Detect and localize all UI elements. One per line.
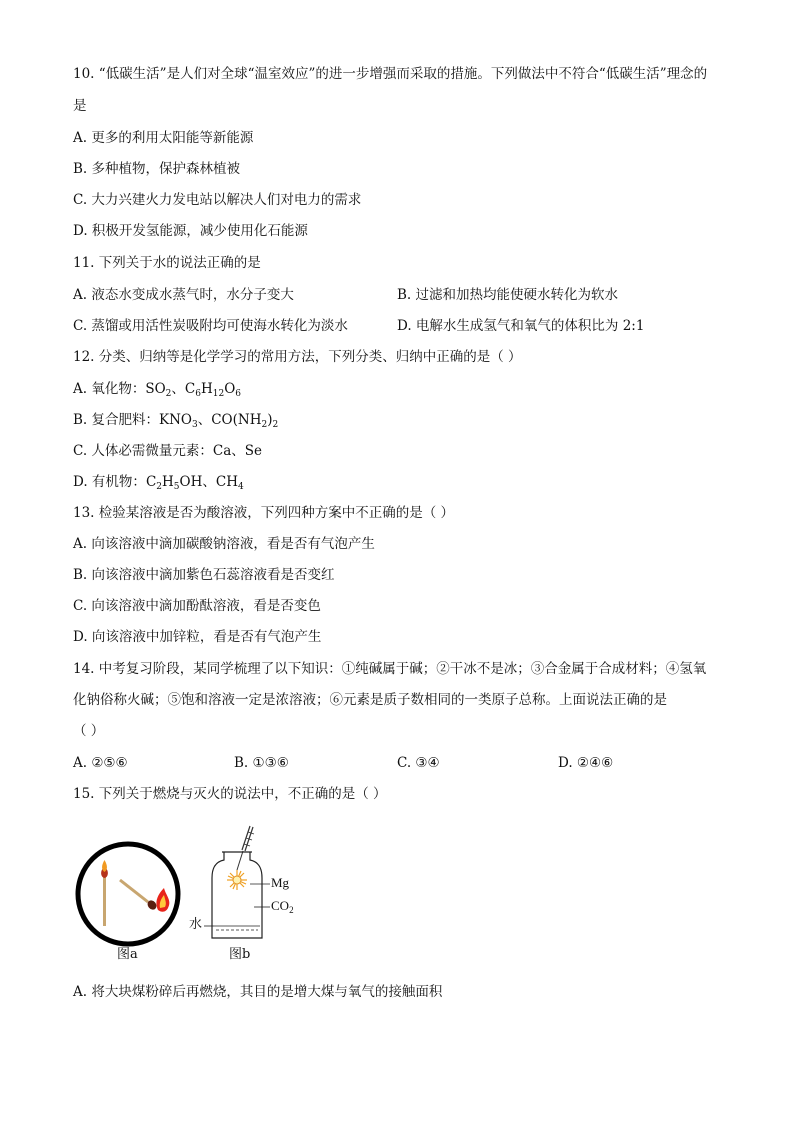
- q10-option-c: C. 大力兴建火力发电站以解决人们对电力的需求: [73, 192, 362, 208]
- q13-stem: 13. 检验某溶液是否为酸溶液，下列四种方案中不正确的是（ ）: [73, 505, 455, 521]
- q10-option-b: B. 多种植物，保护森林植被: [73, 161, 241, 177]
- mg-label: Mg: [271, 875, 290, 890]
- q14-option-a: A. ②⑤⑥: [73, 755, 128, 771]
- q12-stem: 12. 分类、归纳等是化学学习的常用方法，下列分类、归纳中正确的是（ ）: [73, 349, 522, 365]
- q10-option-a: A. 更多的利用太阳能等新能源: [73, 130, 254, 146]
- q11-option-b: B. 过滤和加热均能使硬水转化为软水: [397, 287, 619, 303]
- q14-option-b: B. ①③⑥: [234, 755, 289, 771]
- figure-a-label: 图a: [117, 947, 138, 962]
- q10-option-d: D. 积极开发氢能源，减少使用化石能源: [73, 223, 308, 239]
- q11-stem: 11. 下列关于水的说法正确的是: [73, 255, 261, 271]
- q12-option-c: C. 人体必需微量元素：Ca、Se: [73, 443, 263, 459]
- q14-option-d: D. ②④⑥: [558, 755, 614, 771]
- q15-stem: 15. 下列关于燃烧与灭火的说法中，不正确的是（ ）: [73, 786, 387, 802]
- q11-option-d: D. 电解水生成氢气和氧气的体积比为 2:1: [397, 318, 645, 334]
- q12-option-a: A. 氧化物：$SO_2$、$C_6H_{12}O_6$: [73, 381, 242, 399]
- q13-option-a: A. 向该溶液中滴加碳酸钠溶液，看是否有气泡产生: [73, 536, 375, 552]
- figure-a-matches: [72, 838, 184, 948]
- q10-stem-line1: 10. “低碳生活”是人们对全球“温室效应”的进一步增强而采取的措施。下列做法中不符合“低碳生活”理念的: [73, 66, 708, 82]
- q10-stem-line2: 是: [73, 98, 87, 114]
- q12-option-b: B. 复合肥料：$KNO_3$、$CO(NH_2)_2$: [73, 412, 279, 430]
- q13-option-d: D. 向该溶液中加锌粒，看是否有气泡产生: [73, 629, 322, 645]
- figure-b-mg-co2-bottle: [204, 822, 270, 946]
- q14-stem-line2: 化钠俗称火碱；⑤饱和溶液一定是浓溶液；⑥元素是质子数相同的一类原子总称。上面说法正确的是: [73, 692, 667, 708]
- q11-option-c: C. 蒸馏或用活性炭吸附均可使海水转化为淡水: [73, 318, 348, 334]
- q12-option-d: D. 有机物：$C_2H_5OH$、$CH_4$: [73, 474, 244, 492]
- q13-option-c: C. 向该溶液中滴加酚酞溶液，看是否变色: [73, 598, 321, 614]
- q14-stem-line1: 14. 中考复习阶段，某同学梳理了以下知识：①纯碱属于碱；②干冰不是冰；③合金属于合成材料；④氢氧: [73, 661, 707, 677]
- figure-b-label: 图b: [229, 947, 251, 962]
- q14-option-c: C. ③④: [397, 755, 440, 771]
- q13-option-b: B. 向该溶液中滴加紫色石蕊溶液看是否变红: [73, 567, 335, 583]
- q15-option-a: A. 将大块煤粉碎后再燃烧，其目的是增大煤与氧气的接触面积: [73, 984, 443, 1000]
- water-label: 水: [189, 917, 203, 932]
- q14-stem-line3: （ ）: [73, 723, 105, 739]
- co2-label: $CO_2$: [271, 898, 294, 915]
- q11-option-a: A. 液态水变成水蒸气时，水分子变大: [73, 287, 294, 303]
